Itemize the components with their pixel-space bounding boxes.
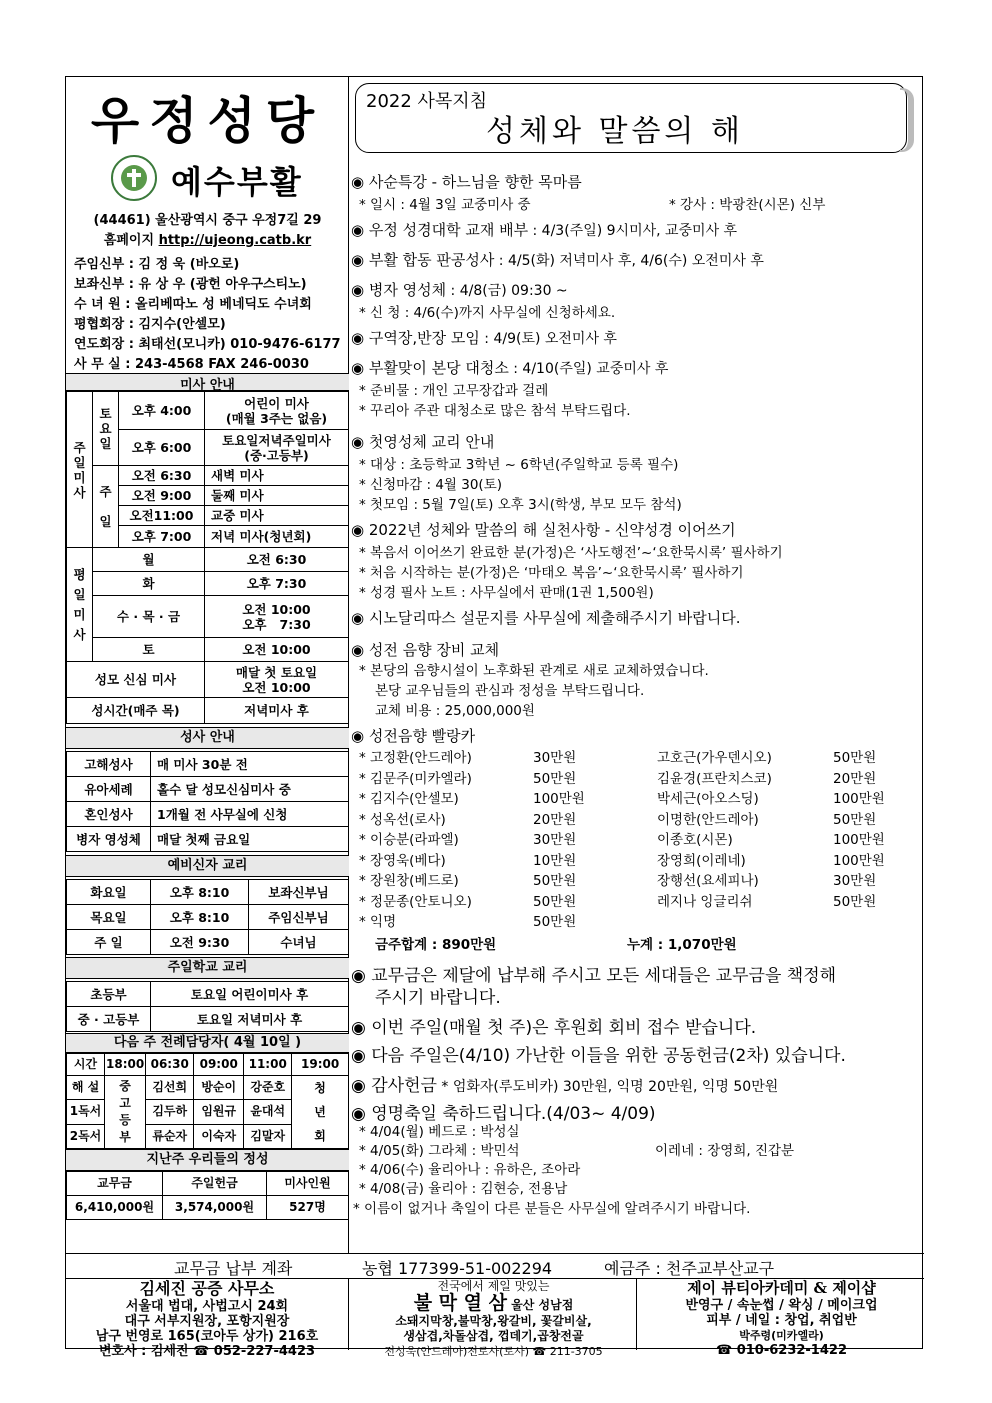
donor-name: 고호근(가우덴시오) — [657, 750, 772, 766]
ad-notary: 김세진 공증 사무소 서울대 법대, 사법고시 24회 대구 서부지원장, 포항지원장 남구 번영로 165(코아두 상가) 216호 변호사 : 김세진 ☎ 052-227-4423 — [66, 1279, 349, 1350]
donor-name: * 김문주(미카엘라) — [359, 770, 472, 787]
donor-amount: 20만원 — [833, 770, 877, 787]
pastoral-motto: 성체와 말씀의 해 — [486, 114, 744, 149]
catechumen-header: 예비신자 교리 — [66, 855, 349, 877]
offering-header: 지난주 우리들의 정성 — [66, 1149, 349, 1171]
donor-name: * 고정환(안드레아) — [359, 750, 472, 766]
donor-amount: 30만원 — [533, 832, 577, 848]
duty-table: 시간 18:00 06:30 09:00 11:00 19:00 해 설 중고등부 김선희 방순이 강준호 청년회 1독서 김두하 임원규 윤대석 2독서 류순자 이숙자 김말자 — [66, 1053, 349, 1149]
sacrament-table: 고해성사 매 미사 30분 전 유아세례 홀수 달 성모신심미사 중 혼인성사 1개월 전 사무실에 신청 병자 영성체 매달 첫째 금요일 — [66, 751, 349, 852]
sunday-school-header: 주일학교 교리 — [66, 957, 349, 979]
donor-amount: 50만원 — [533, 873, 577, 889]
donor-amount: 10만원 — [533, 852, 577, 869]
special-mass-table: 성모 신심 미사 매달 첫 토요일 오전 10:00 성시간(매주 목) 저녁미사 후 — [66, 661, 349, 724]
notice-synodality: ◉ 시노달리따스 설문지를 사무실에 제출해주시기 바랍니다. — [351, 609, 741, 627]
address: (44461) 울산광역시 중구 우정7길 29 — [93, 213, 322, 228]
donor-amount: 100만원 — [833, 832, 885, 848]
notice-sick-communion: ◉ 병자 영성체 : 4/8(금) 09:30 ~ — [351, 281, 568, 299]
notice-second-collection: ◉ 다음 주일은(4/10) 가난한 이들을 위한 공동헌금(2차) 있습니다. — [351, 1046, 846, 1066]
notice-sound-donation: ◉ 성전음향 빨랑카 — [351, 727, 476, 745]
notice-lent-lecture: ◉ 사순특강 - 하느님을 향한 목마름 — [351, 173, 582, 191]
notice-first-communion: ◉ 첫영성체 교리 안내 — [351, 433, 495, 451]
logo-row — [111, 155, 311, 205]
homepage-link[interactable]: http://ujeong.catb.kr — [158, 233, 312, 248]
notice-support-fees: ◉ 이번 주일(매월 첫 주)은 후원회 회비 접수 받습니다. — [351, 1018, 757, 1038]
notice-confession: ◉ 부활 합동 판공성사 : 4/5(화) 저녁미사 후, 4/6(수) 오전미사 후 — [351, 251, 764, 269]
donor-name: * 익명 — [359, 914, 397, 930]
sunday-school-table: 초등부 토요일 어린이미사 후 중 · 고등부 토요일 저녁미사 후 — [66, 981, 349, 1032]
donor-amount: 50만원 — [533, 914, 577, 930]
mass-header: 미사 안내 — [66, 373, 349, 391]
church-logo-icon — [111, 155, 157, 201]
donor-amount: 20만원 — [533, 811, 577, 828]
donor-name: * 김지수(안셀모) — [359, 791, 459, 807]
pastoral-title-box — [355, 83, 907, 153]
ads-bar — [66, 1279, 924, 1359]
staff-row: 사 무 실 : 243-4568 FAX 246-0030 — [74, 357, 309, 372]
pastoral-year: 2022 사목지침 — [366, 91, 488, 112]
donor-name: * 이승분(라파엘) — [359, 832, 459, 848]
mass-table: 주일미사 토요일 오후 4:00 어린이 미사 (매월 3주는 없음) 오후 6:00 토요일저녁주일미사 (중·고등부) 주일 오전 6:30 새벽 미사 오전 9:00 둘째 미사 오전11:00 교중 미사 오후 7:00 저녁 미사(청년회) — [66, 391, 349, 548]
donation-total: 금주합계 : 890만원 — [375, 937, 497, 953]
donor-name: * 정문종(안토니오) — [359, 893, 472, 910]
staff-row: 평협회장 : 김지수(안셀모) — [74, 317, 226, 332]
notice-district-meeting: ◉ 구역장,반장 모임 : 4/9(토) 오전미사 후 — [351, 329, 617, 347]
donor-amount: 50만원 — [533, 770, 577, 787]
staff-row: 연도회장 : 최태선(모니카) 010-9476-6177 — [74, 337, 341, 352]
notice-thanks-offering: ◉ 감사헌금 * 엄화자(루도비카) 30만원, 익명 20만원, 익명 50만원 — [351, 1076, 779, 1096]
donor-amount: 50만원 — [833, 750, 877, 766]
notice-feast-day: ◉ 영명축일 축하드립니다.(4/03~ 4/09) — [351, 1104, 656, 1124]
donor-name: 장영희(이레네) — [657, 852, 746, 869]
sacrament-header: 성사 안내 — [66, 727, 349, 749]
donor-name: 레지나 잉글리쉬 — [657, 893, 753, 910]
ad-restaurant: 전국에서 제일 맛있는 불 막 열 삼 울산 성남점 소돼지막창,불막창,왕갈비, 꽃갈비살, 생삼겹,차돌삼겹, 껍데기,곱창전골 전성욱(안드레아)전로사(로사) ☎ 211-3705 — [351, 1279, 637, 1350]
donor-amount: 50만원 — [533, 893, 577, 910]
donation-cumulative: 누계 : 1,070만원 — [627, 937, 737, 953]
left-column — [66, 77, 349, 1253]
donor-amount: 100만원 — [833, 791, 885, 807]
staff-row: 수 녀 원 : 올리베따노 성 베네딕도 수녀회 — [74, 297, 312, 312]
donor-amount: 50만원 — [833, 893, 877, 910]
sunday-mass-label: 주일미사 — [67, 392, 93, 548]
homepage: 홈페이지 http://ujeong.catb.kr — [103, 233, 312, 248]
account-bar: 교무금 납부 계좌 농협 177399-51-002294 예금주 : 천주교부산교구 — [66, 1253, 924, 1279]
weekday-mass-table: 평일미사 월 오전 6:30 화 오후 7:30 수 · 목 · 금 오전 10:00 오후 7:30 토 오전 10:00 — [66, 547, 349, 662]
donor-name: * 장영욱(베다) — [359, 852, 446, 869]
donor-amount: 30만원 — [833, 873, 877, 889]
duty-header: 다음 주 전례담당자( 4월 10일 ) — [66, 1033, 349, 1053]
donor-name: 박세근(아오스딩) — [657, 791, 759, 807]
notice-bible-copying: ◉ 2022년 성체와 말씀의 해 실천사항 - 신약성경 이어쓰기 — [351, 521, 736, 539]
donor-amount: 100만원 — [533, 791, 585, 807]
notice-bible-college: ◉ 우정 성경대학 교재 배부 : 4/3(주일) 9시미사, 교중미사 후 — [351, 221, 738, 239]
staff-row: 보좌신부 : 유 상 우 (광헌 아우구스티노) — [74, 277, 307, 292]
donor-name: 김윤경(프란치스코) — [657, 770, 772, 787]
ad-beauty: 제이 뷰티아카데미 & 제이샵 반영구 / 속눈썹 / 왁싱 / 메이크업 피부 / 네일 : 창업, 취업반 박주령(미카엘라) ☎ 010-6232-1422 — [685, 1279, 878, 1358]
bulletin-page — [65, 76, 923, 1359]
staff-row: 주임신부 : 김 정 욱 (바오로) — [74, 257, 240, 272]
donor-name: * 장원창(베드로) — [359, 873, 459, 889]
right-column: 2022 사목지침 성체와 말씀의 해 ◉ 사순특강 - 하느님을 향한 목마름 * 일시 : 4월 3일 교중미사 중 * 강사 : 박광찬(시몬) 신부 ◉ 우정 성경대학 교재 배부 : 4/3(주일) 9시미사, 교중미사 후 ◉ 부활 합동 판공성사 : 4/5(화) 저녁미사 후, 4/6(수) 오전미사 후 ◉ 병자 영성체 : 4/8(금) 09:30 ~ * 신 청 : 4/6(수)까지 사무실에 신청하세요. ◉ 구역장,반장 모임 : 4/9(토) 오전미사 후 ◉ 부활맞이 본당 대청소 : 4/10(주일) 교중미사 후 * 준비물 : 개인 고무장갑과 걸레 * 꾸리아 주관 대청소로 많은 참석 부탁드립다. ◉ 첫영성체 교리 안내 * 대상 : 초등학교 3학년 ~ 6학년(주일학교 등록 필수) * 신청마감 : 4월 30(토) * 첫모임 : 5월 7일(토) 오후 3시(학생, 부모 모두 참석) ◉ 2022년 성체와 말씀의 해 실천사항 - 신약성경 이어쓰기 * 복음서 이어쓰기 완료한 분(가정)은 ‘사도행전’~‘요한묵시록’ 필사하기 * 처음 시작하는 분(가정)은 ‘마태오 복음’~‘요한묵시록’ 필사하기 * 성경 필사 노트 : 사무실에서 판매(1권 1,500원) ◉ 시노달리따스 설문지를 사무실에 제출해주시기 바랍니다. ◉ 성전 음향 장비 교체 * 본당의 음향시설이 노후화된 관계로 새로 교체하였습니다. 본당 교우님들의 관심과 정성을 부탁드립니다. 교체 비용 : 25,000,000원 ◉ 성전음향 빨랑카 * 고정환(안드레아) 30만원 * 김문주(미카엘라) 50만원 * 김지수(안셀모) 100만원 * 성옥선(로사) 20만원 * 이승분(라파엘) 30만원 * 장영욱(베다) 10만원 * 장원창(베드로) 50만원 * 정문종(안토니오) 50만원 * 익명 50만원 고호근(가우덴시오) 50만원 김윤경(프란치스코) 20만원 박세근(아오스딩) 100만원 이명한(안드레아) 50만원 이종호(시몬) 100만원 장영희(이레네) 100만원 장행선(요세피나) 30만원 레지나 잉글리쉬 50만원 금주합계 : 890만원 누계 : 1,070만원 ◉ 교무금은 제달에 납부해 주시고 모든 세대들은 교무금을 책정해 주시기 바랍니다. ◉ 이번 주일(매월 첫 주)은 후원회 회비 접수 받습니다. ◉ 다음 주일은(4/10) 가난한 이들을 위한 공동헌금(2차) 있습니다. ◉ 감사헌금 * 엄화자(루도비카) 30만원, 익명 20만원, 익명 50만원 ◉ 영명축일 축하드립니다.(4/03~ 4/09) * 4/04(월) 베드로 : 박성실 * 4/05(화) 그라체 : 박민석 이레네 : 장영희, 진갑분 * 4/06(수) 율리아나 : 유하은, 조아라 * 4/08(금) 율리아 : 김현승, 전용남 * 이름이 없거나 축일이 다른 분들은 사무실에 알려주시기 바랍니다. — [351, 77, 923, 1253]
donor-name: 이명한(안드레아) — [657, 811, 759, 828]
offering-table: 교무금 주일헌금 미사인원 6,410,000원 3,574,000원 527명 — [66, 1171, 349, 1220]
catechumen-table: 화요일 오후 8:10 보좌신부님 목요일 오후 8:10 주임신부님 주 일 오전 9:30 수녀님 — [66, 879, 349, 955]
notice-cleaning: ◉ 부활맞이 본당 대청소 : 4/10(주일) 교중미사 후 — [351, 359, 669, 377]
donor-name: 장행선(요세피나) — [657, 873, 759, 889]
church-title: 우정성당 — [90, 92, 325, 150]
donor-name: 이종호(시몬) — [657, 832, 733, 848]
easter-subtitle: 예수부활 — [171, 163, 303, 201]
notice-sound-system: ◉ 성전 음향 장비 교체 — [351, 641, 500, 659]
donor-amount: 30만원 — [533, 750, 577, 766]
donor-amount: 100만원 — [833, 852, 885, 869]
donor-amount: 50만원 — [833, 811, 877, 828]
notice-dues: ◉ 교무금은 제달에 납부해 주시고 모든 세대들은 교무금을 책정해 — [351, 966, 837, 986]
donor-name: * 성옥선(로사) — [359, 811, 446, 828]
